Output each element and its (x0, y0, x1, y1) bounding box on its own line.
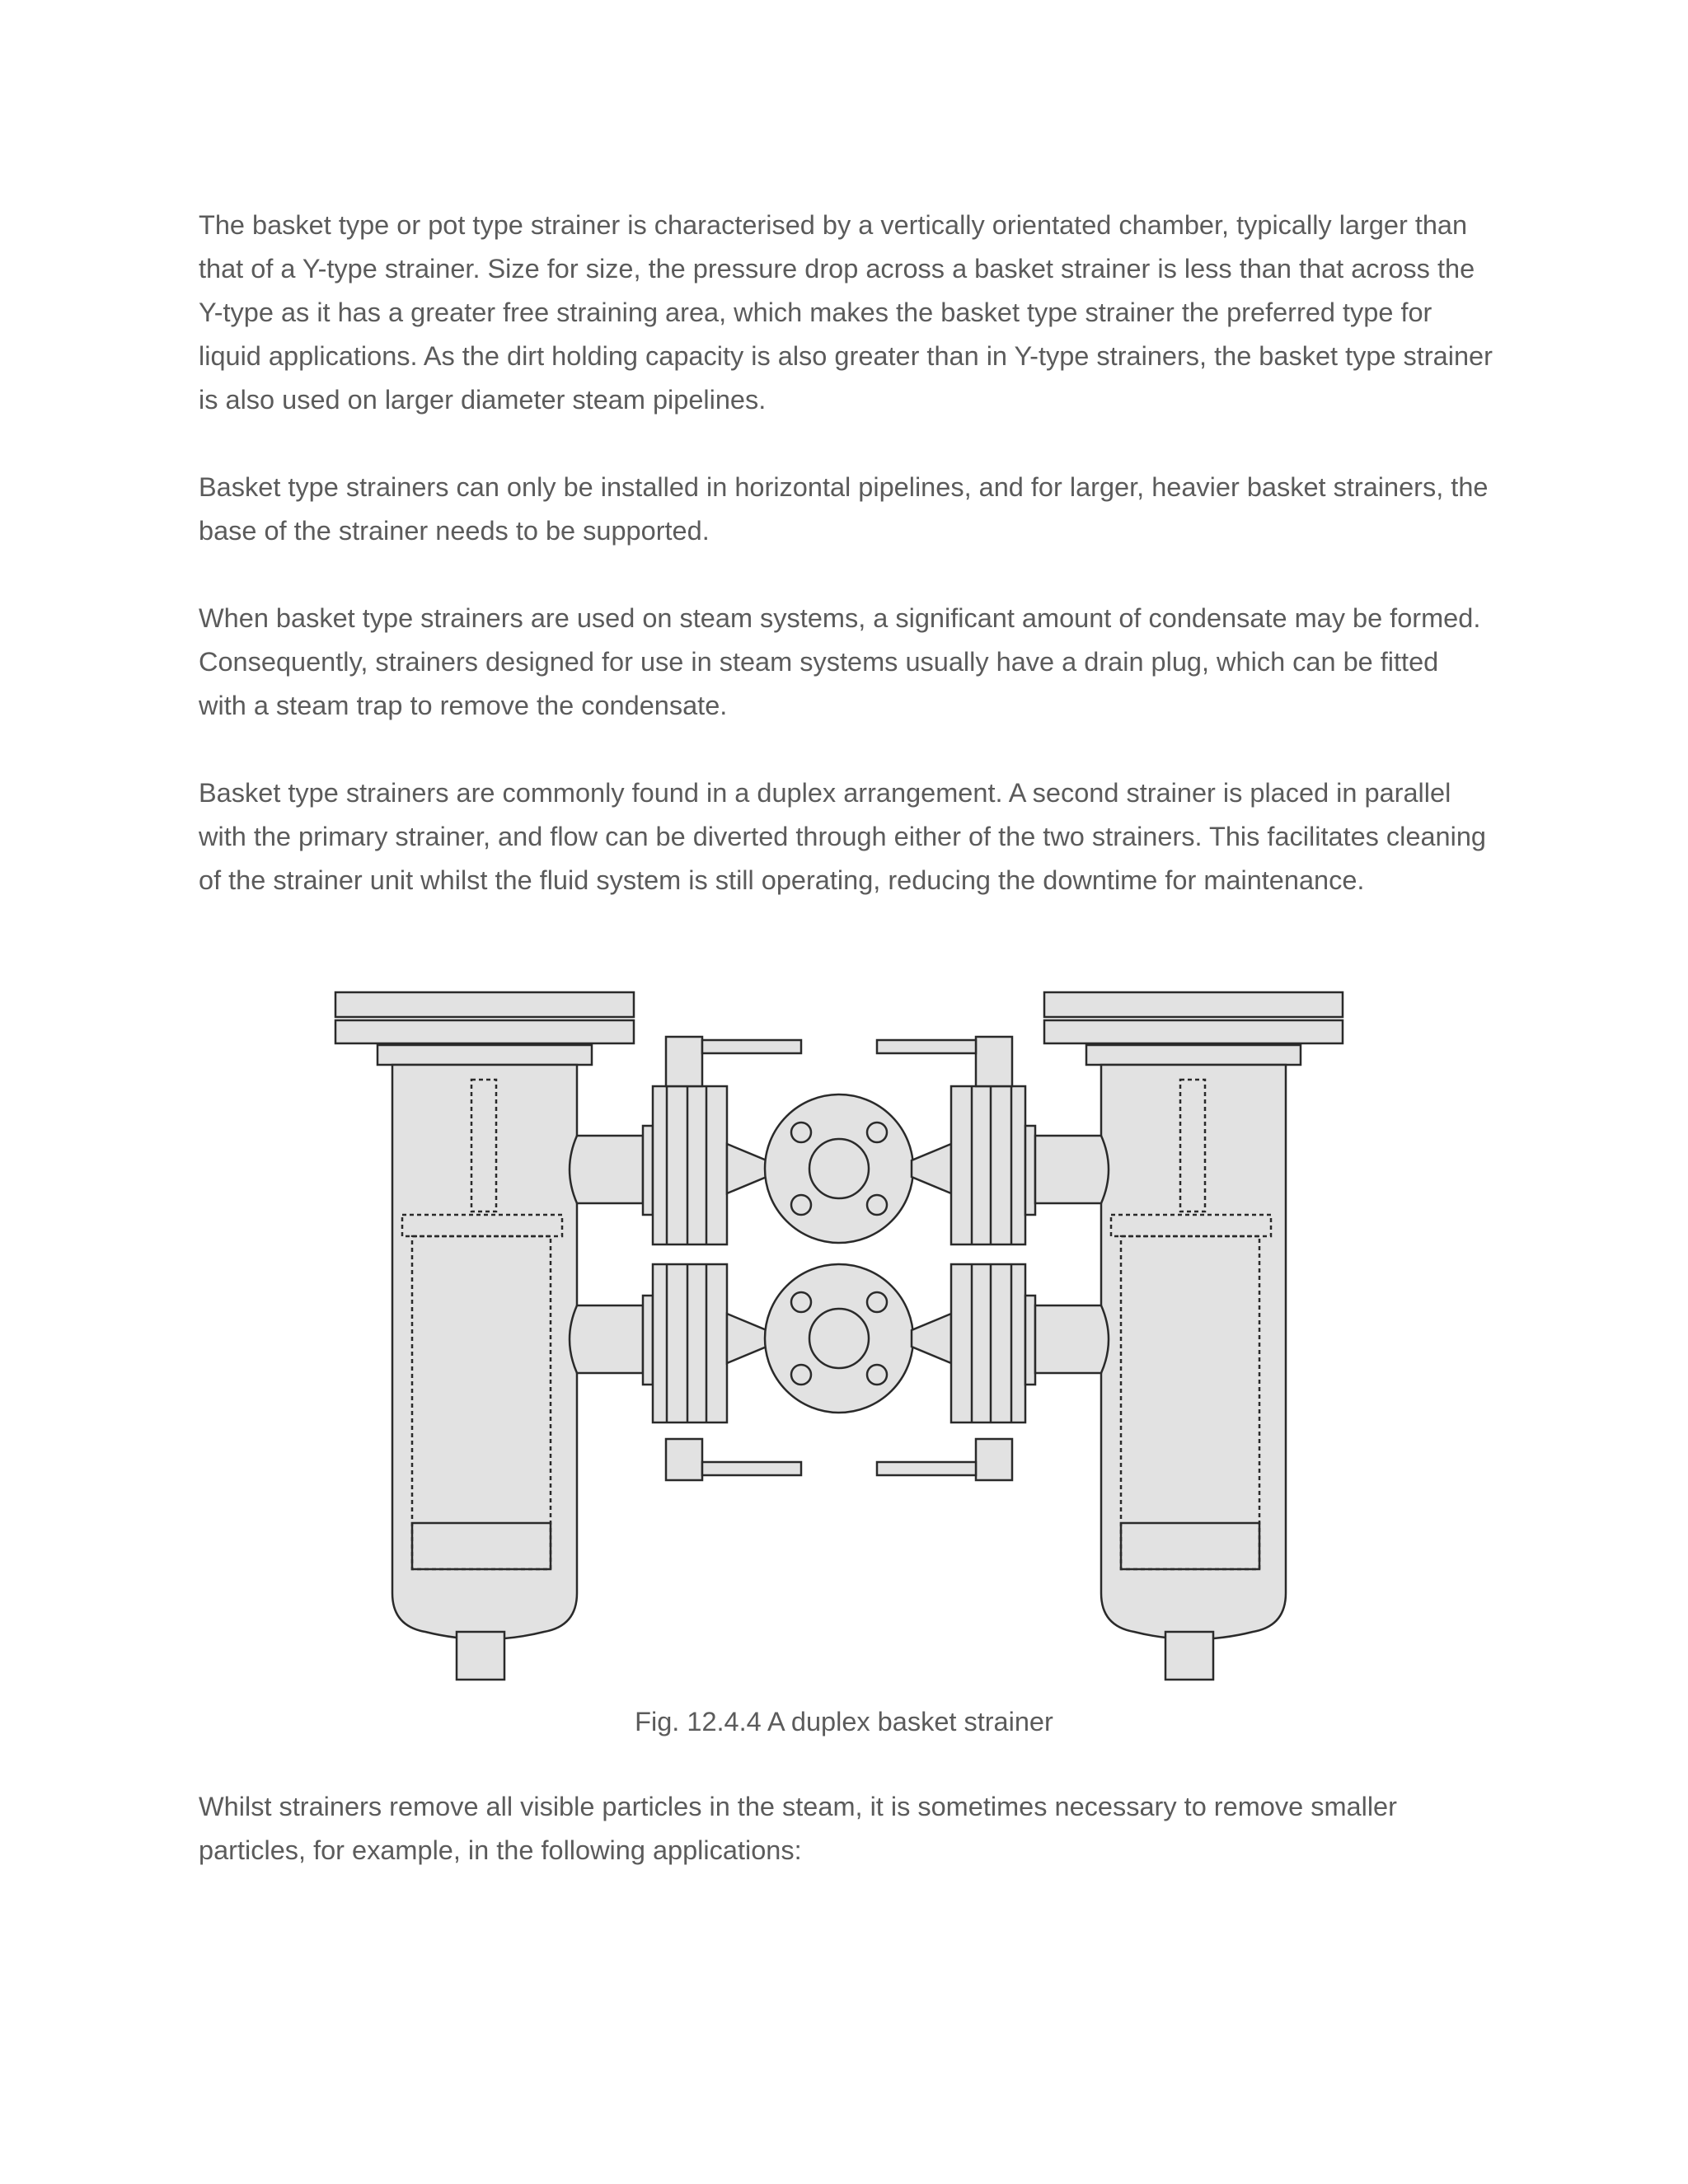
paragraph-duplex-arrangement: Basket type strainers are commonly found in a duplex arrangement. A second strainer is placed in parallel with the primary strainer, and flow can be diverted through either of the two strainers. This facilitates cleaning of the strainer unit whilst the fluid system is still operating, reducing the downtime for maintenance. (199, 778, 1486, 895)
paragraph-basket-strainer-intro: The basket type or pot type strainer is characterised by a vertically orientated chamber, typically larger than that of a Y-type strainer. Size for size, the pressure drop across a basket strainer is less than that across the Y-type as it has a greater free straining area, which makes the basket type strainer the preferred type for liquid applications. As the dirt holding capacity is also greater than in Y-type strainers, the basket type strainer is also used on larger diameter steam pipelines. (199, 210, 1493, 415)
paragraph-steam-condensate: When basket type strainers are used on steam systems, a significant amount of condensate may be formed. Consequently, strainers designed for use in steam systems usually have a drain plug, which can be fitted with a steam trap to remove the condensate. (199, 603, 1481, 720)
paragraph-installation: Basket type strainers can only be installed in horizontal pipelines, and for larger, heavier basket strainers, the base of the strainer needs to be supported. (199, 472, 1489, 546)
duplex-basket-strainer-figure (331, 987, 1347, 1686)
upper-pipe-valve (570, 1037, 1109, 1244)
figure-caption: Fig. 12.4.4 A duplex basket strainer (635, 1707, 1053, 1736)
lower-pipe-valve (570, 1264, 1109, 1480)
paragraph-smaller-particles: Whilst strainers remove all visible particles in the steam, it is sometimes necessary to remove smaller particles, for example, in the following applications: (199, 1792, 1397, 1865)
duplex-basket-strainer-drawing (331, 987, 1347, 1686)
